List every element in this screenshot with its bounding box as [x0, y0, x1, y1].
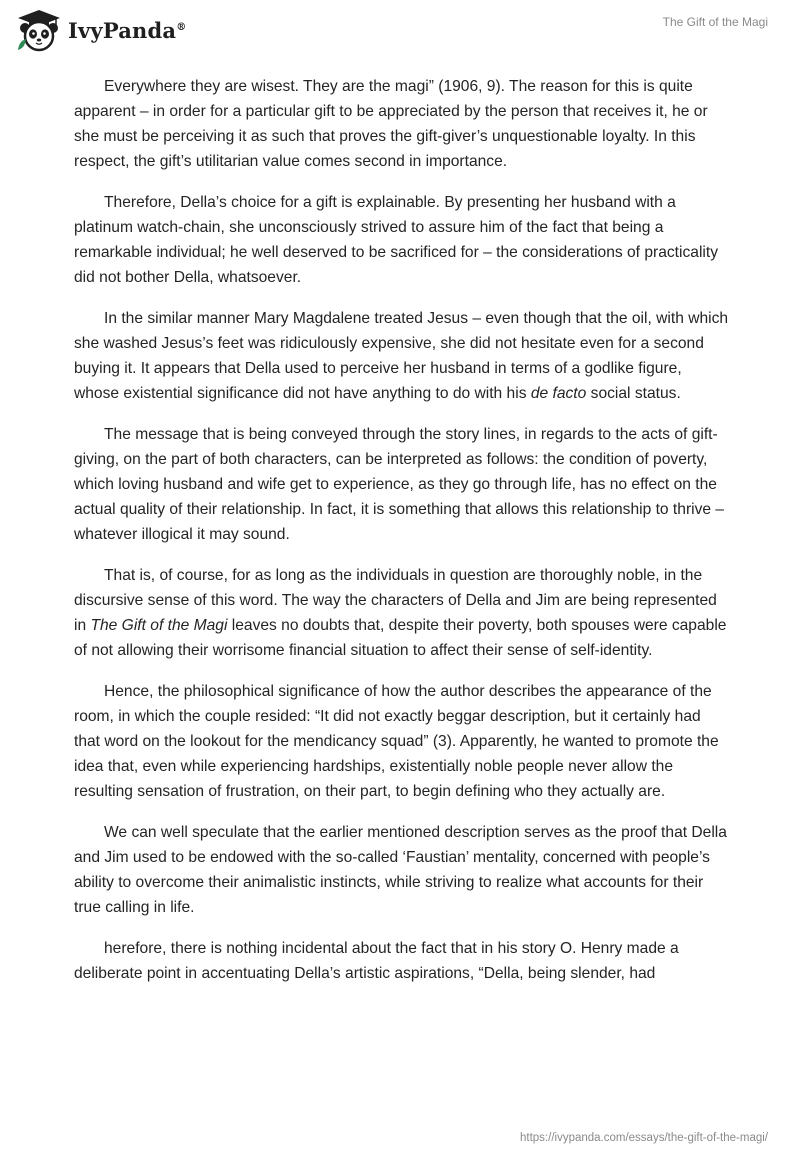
- registered-mark: ®: [176, 21, 187, 33]
- italic-text: de facto: [530, 385, 587, 402]
- essay-paragraph: [74, 563, 730, 663]
- footer-url[interactable]: https://ivypanda.com/essays/the-gift-of-the-magi/: [520, 1132, 768, 1144]
- paragraph-text: herefore, there is nothing incidental about the fact that in his story O. Henry made a deliberate point in accentuating Della’s artistic aspirations, “Della, being slender, had: [74, 940, 679, 982]
- essay-paragraph: [74, 422, 730, 547]
- essay-paragraph: [74, 936, 730, 986]
- essay-paragraph: [74, 679, 730, 804]
- brand-name: IvyPanda®: [68, 17, 187, 43]
- paragraph-text: We can well speculate that the earlier mentioned description serves as the proof that Della and Jim used to be endowed with the so-called ‘Faustian’ mentality, concerned with people’s ability to overcome their animalistic instincts, while striving to realize what accounts for their true calling in life.: [74, 824, 727, 916]
- brand-logo[interactable]: [16, 8, 186, 52]
- page-header: [0, 0, 800, 60]
- essay-paragraph: [74, 190, 730, 290]
- paragraph-text: Therefore, Della’s choice for a gift is explainable. By presenting her husband with a platinum watch-chain, she unconsciously strived to assure him of the fact that being a remarkable individual; he well deserved to be sacrificed for – the considerations of practicality did not bother Della, whatsoever.: [74, 194, 719, 286]
- paragraph-text: In the similar manner Mary Magdalene treated Jesus – even though that the oil, with which she washed Jesus’s feet was ridiculously expensive, she did not hesitate even for a second buying it. It appears that Della used to perceive her husband in terms of a godlike figure, whose existential significance did not have anything to do with his: [74, 310, 729, 402]
- essay-body: [74, 74, 730, 1002]
- paragraph-text: The message that is being conveyed through the story lines, in regards to the acts of gift-giving, on the part of both characters, can be interpreted as follows: the condition of poverty, which loving husband and wife get to experience, as they go through life, has no effect on the actual quality of their relationship. In fact, it is something that allows this relationship to thrive – whatever illogical it may sound.: [74, 426, 725, 543]
- paragraph-text: Hence, the philosophical significance of how the author describes the appearance of the room, in which the couple resided: “It did not exactly beggar description, but it certainly had that word on the lookout for the mendicancy squad” (3). Apparently, he wanted to promote the idea that, even while experiencing hardships, existentially noble people never allow the resulting sensation of frustration, on their part, to begin defining who they actually are.: [74, 683, 719, 800]
- italic-text: The Gift of the Magi: [90, 617, 228, 634]
- document-title: The Gift of the Magi: [662, 15, 768, 29]
- essay-paragraph: [74, 74, 730, 174]
- paragraph-text: That is, of course, for as long as the individuals in question are thoroughly noble, in the discursive sense of this word. The way the characters of Della and Jim are being represented in: [74, 567, 717, 634]
- essay-paragraph: [74, 306, 730, 406]
- panda-graduate-logo-icon: [16, 8, 62, 52]
- paragraph-text: leaves no doubts that, despite their poverty, both spouses were capable of not allowing their worrisome financial situation to affect their sense of self-identity.: [74, 617, 727, 659]
- paragraph-text: Everywhere they are wisest. They are the magi” (1906, 9). The reason for this is quite apparent – in order for a particular gift to be appreciated by the person that receives it, he or she must be perceiving it as such that proves the gift-giver’s unquestionable loyalty. In this respect, the gift’s utilitarian value comes second in importance.: [74, 78, 708, 170]
- essay-paragraph: [74, 820, 730, 920]
- paragraph-text: social status.: [586, 385, 681, 402]
